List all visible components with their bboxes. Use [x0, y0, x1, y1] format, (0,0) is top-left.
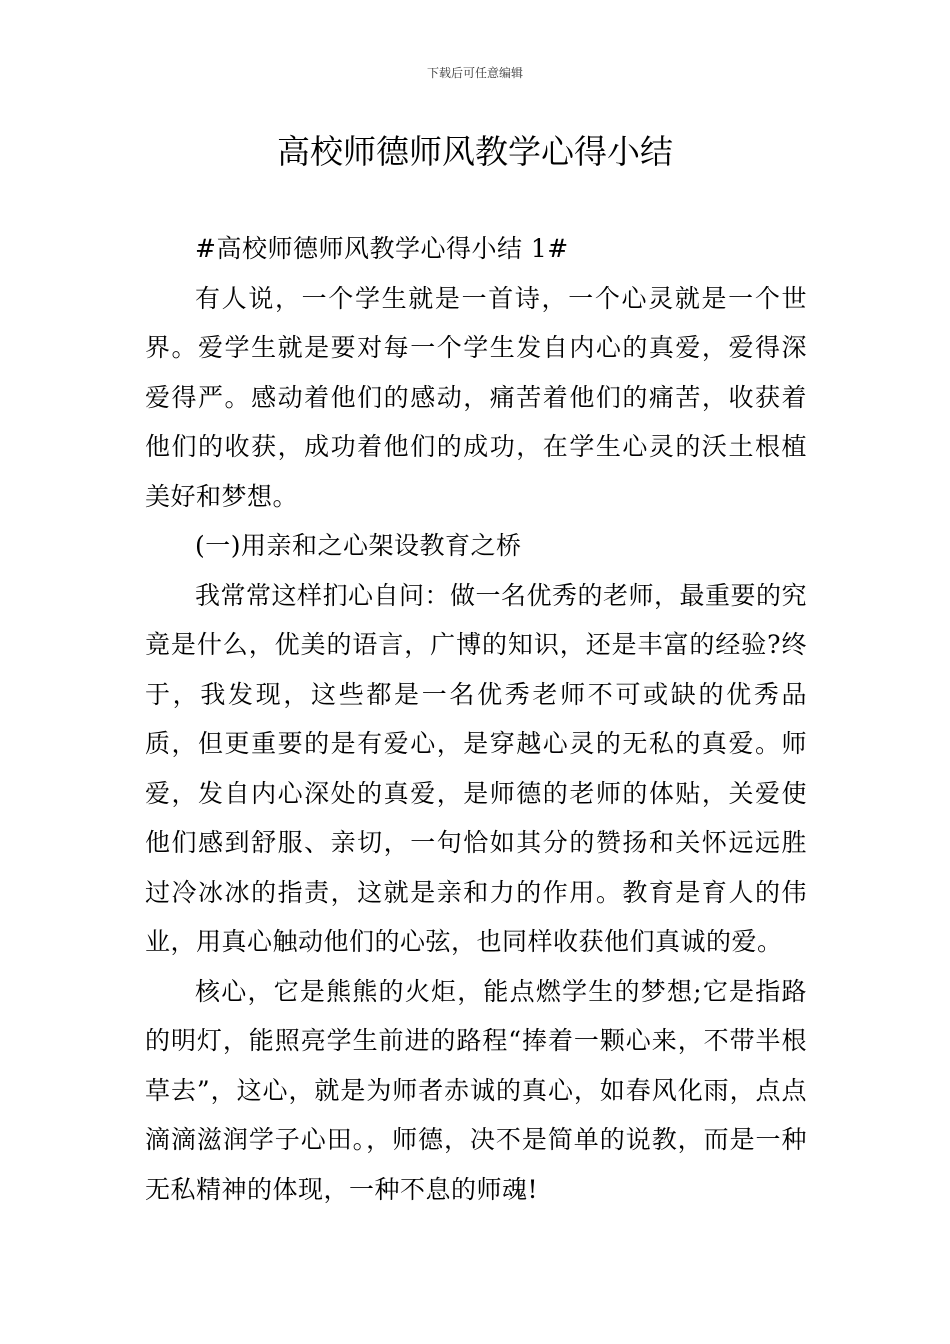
- document-body: [145, 224, 807, 1214]
- section-heading: (一)用亲和之心架设教育之桥: [195, 531, 522, 560]
- document-title: 高校师德师风教学心得小结: [277, 132, 673, 171]
- header-note: 下载后可任意编辑: [426, 66, 523, 80]
- section-marker: #高校师德师风教学心得小结 1#: [195, 234, 569, 263]
- paragraph-self-reflection: 我常常这样扪心自问：做一名优秀的老师，最重要的究竟是什么，优美的语言，广博的知识，还是丰富的经验?终于，我发现，这些都是一名优秀老师不可或缺的优秀品质，但更重要的是有爱心，是穿越心灵的无私的真爱。师爱，发自内心深处的真爱，是师德的老师的体贴，关爱使他们感到舒服、亲切，一句恰如其分的赞扬和关怀远远胜过冷冰冰的指责，这就是亲和力的作用。教育是育人的伟业，用真心触动他们的心弦，也同样收获他们真诚的爱。: [145, 580, 808, 956]
- paragraph-intro: 有人说，一个学生就是一首诗，一个心灵就是一个世界。爱学生就是要对每一个学生发自内心的真爱，爱得深爱得严。感动着他们的感动，痛苦着他们的痛苦，收获着他们的收获，成功着他们的成功，在学生心灵的沃土根植美好和梦想。: [145, 283, 807, 511]
- paragraph-core: 核心，它是熊熊的火炬，能点燃学生的梦想;它是指路的明灯，能照亮学生前进的路程“捧着一颗心来，不带半根草去”，这心，就是为师者赤诚的真心，如春风化雨，点点滴滴滋润学子心田。，师德，决不是简单的说教，而是一种无私精神的体现，一种不息的师魂!: [145, 976, 807, 1204]
